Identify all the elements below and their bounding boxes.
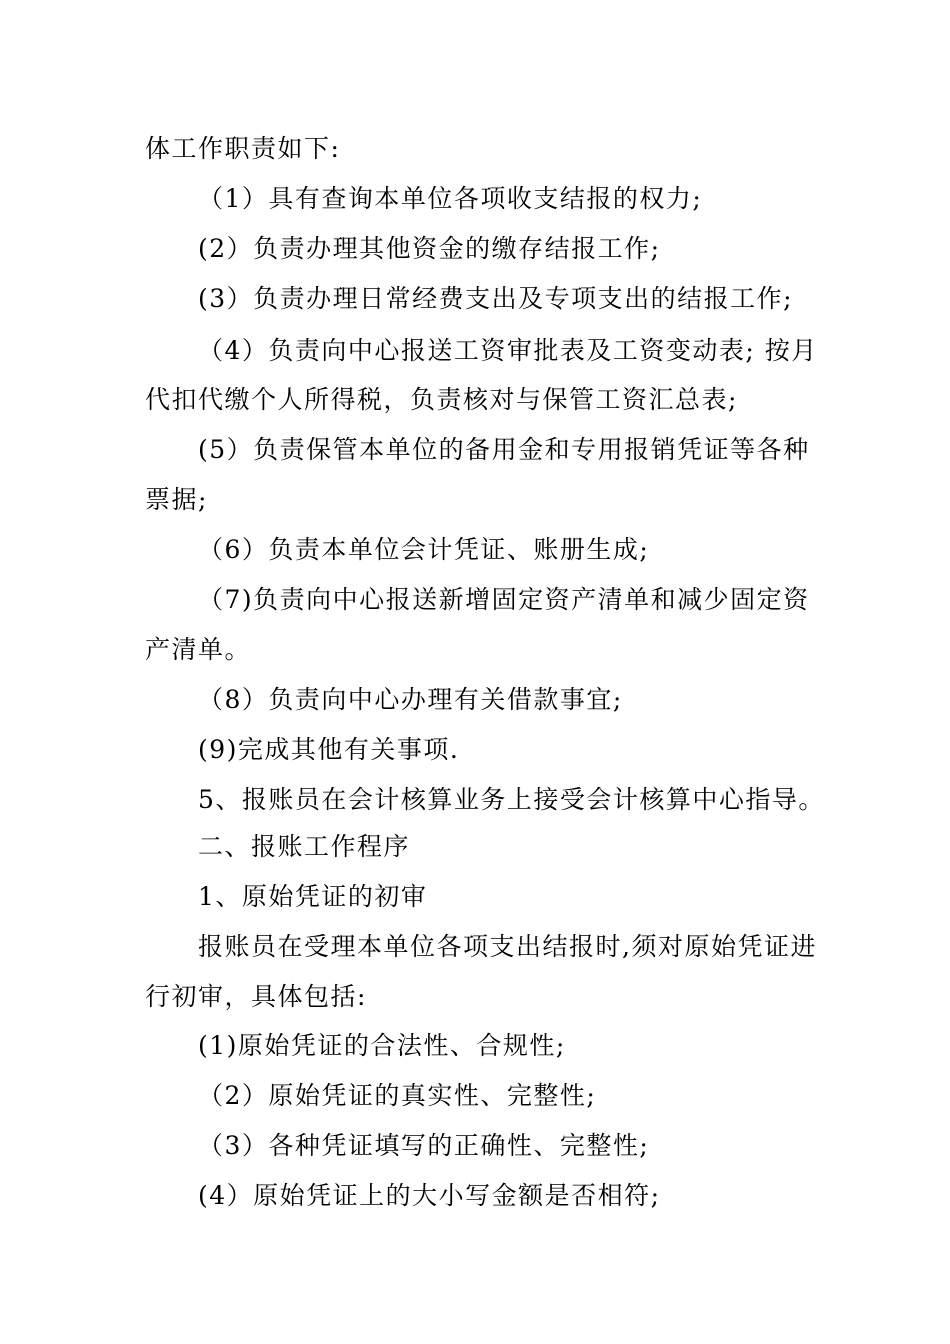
text-line-22: (4）原始凭证上的大小写金额是否相符;: [198, 1181, 661, 1210]
text-line-21: （3）各种凭证填写的正确性、完整性;: [198, 1131, 650, 1160]
text-line-4: (3）负责办理日常经费支出及专项支出的结报工作;: [198, 284, 794, 313]
text-line-9: （6）负责本单位会计凭证、账册生成;: [198, 535, 650, 564]
text-line-18: 行初审，具体包括:: [145, 982, 367, 1011]
text-line-15: 二、报账工作程序: [198, 832, 411, 861]
text-line-8: 票据;: [145, 485, 208, 514]
text-line-1: 体工作职责如下:: [145, 134, 341, 163]
text-line-6: 代扣代缴个人所得税，负责核对与保管工资汇总表;: [145, 385, 738, 414]
text-line-17: 报账员在受理本单位各项支出结报时,须对原始凭证进: [198, 932, 817, 961]
text-line-13: (9)完成其他有关事项.: [198, 735, 460, 764]
text-line-3: (2）负责办理其他资金的缴存结报工作;: [198, 234, 661, 263]
text-line-7: (5）负责保管本单位的备用金和专用报销凭证等各种: [198, 435, 810, 464]
text-line-20: （2）原始凭证的真实性、完整性;: [198, 1081, 597, 1110]
text-line-2: （1）具有查询本单位各项收支结报的权力;: [198, 184, 703, 213]
text-line-14: 5、报账员在会计核算业务上接受会计核算中心指导。: [198, 785, 825, 814]
text-line-19: (1)原始凭证的合法性、合规性;: [198, 1031, 566, 1060]
text-line-11: 产清单。: [145, 635, 252, 664]
text-line-12: （8）负责向中心办理有关借款事宜;: [198, 685, 623, 714]
text-line-16: 1、原始凭证的初审: [198, 882, 428, 911]
text-line-5: （4）负责向中心报送工资审批表及工资变动表; 按月: [198, 336, 818, 365]
text-line-10: （7)负责向中心报送新增固定资产清单和减少固定资: [198, 585, 810, 614]
